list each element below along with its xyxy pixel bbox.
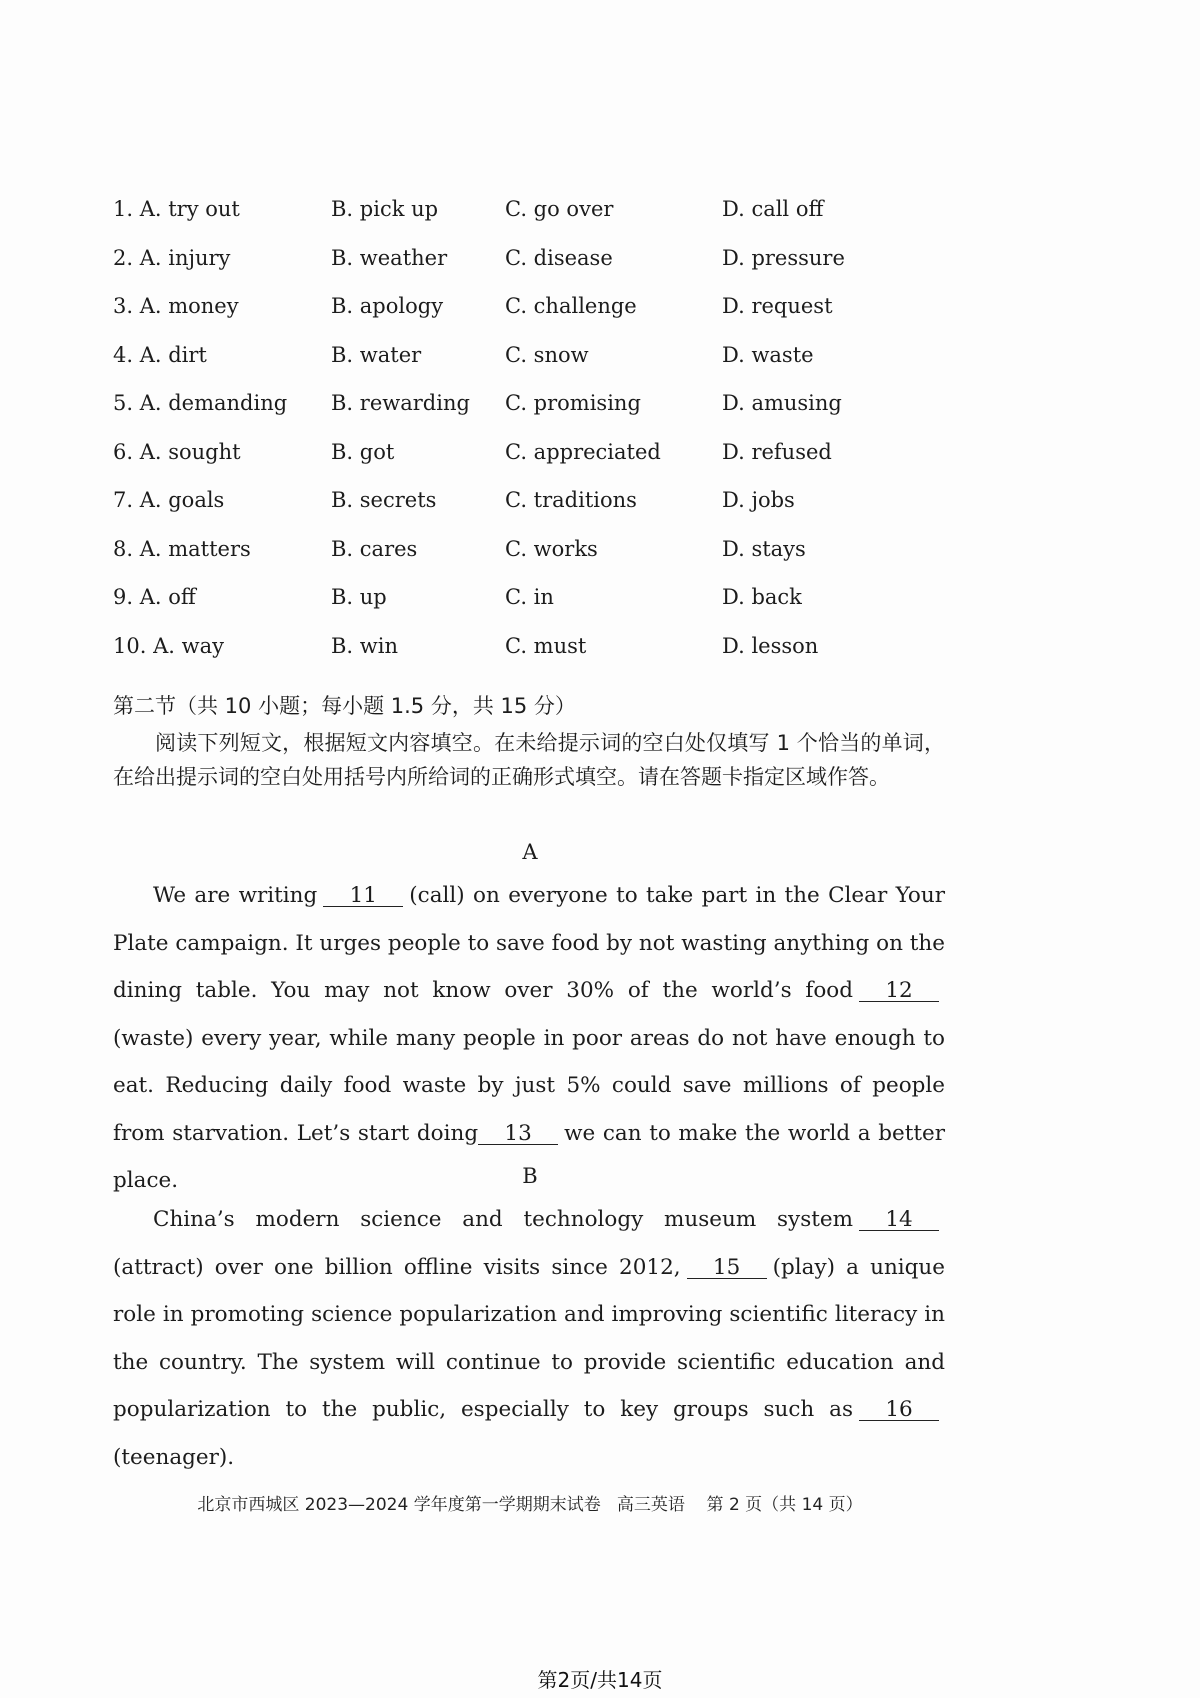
- blank-11: 11: [323, 886, 403, 907]
- option-row: [113, 196, 873, 245]
- option-a: 4. A. dirt: [113, 342, 207, 367]
- footer-exam-title: 北京市西城区 2023—2024 学年度第一学期期末试卷: [197, 1495, 601, 1515]
- option-c: C. promising: [505, 391, 641, 415]
- option-c: C. in: [505, 585, 554, 609]
- option-c: C. works: [505, 536, 598, 561]
- option-d: D. stays: [722, 536, 806, 561]
- passage-text: (attract) over one billion offline visits since 2012,: [113, 1254, 681, 1280]
- option-d: D. back: [722, 585, 802, 609]
- option-c: C. must: [505, 633, 587, 658]
- page-footer: [0, 1490, 1060, 1515]
- option-d: D. request: [722, 294, 833, 318]
- option-c: C. disease: [505, 245, 613, 270]
- option-b: B. weather: [331, 245, 448, 270]
- passage-text: (teenager).: [113, 1444, 235, 1470]
- blank-14: 14: [859, 1210, 939, 1231]
- page-number: 第2页/共14页: [537, 1668, 663, 1692]
- passage-text: we can to make the world a better place.: [113, 1120, 946, 1193]
- option-d: D. refused: [722, 439, 832, 464]
- option-b: B. rewarding: [331, 391, 470, 415]
- passage-b-heading: B: [522, 1164, 538, 1188]
- option-row: [113, 584, 873, 633]
- option-a: 10. A. way: [113, 633, 224, 658]
- option-row: [113, 390, 873, 439]
- option-b: B. win: [331, 633, 398, 658]
- footer-subject: 高三英语: [616, 1495, 685, 1515]
- option-a: 1. A. try out: [113, 197, 240, 221]
- passage-text: China’s modern science and technology museum system: [153, 1207, 853, 1232]
- passage-b: [113, 1196, 945, 1481]
- option-a: 5. A. demanding: [113, 391, 288, 415]
- passage-text: (waste) every year, while many people in poor areas do not have enough to eat. Reducing daily food waste by just 5% could save millions of people from starvation. Let’s start doing: [113, 1025, 945, 1146]
- option-b: B. up: [331, 585, 387, 609]
- option-row: [113, 536, 873, 585]
- blank-15: 15: [687, 1258, 767, 1279]
- passage-a-heading: A: [522, 840, 538, 864]
- blank-12: 12: [859, 981, 939, 1002]
- option-a: 2. A. injury: [113, 245, 231, 270]
- passage-text: (play) a unique role in promoting science popularization and improving scientific literacy in the country. The system will continue to provide scientific education and popularization to the public, especially to key groups such as: [113, 1254, 945, 1422]
- passage-text: We are writing: [153, 883, 318, 908]
- section-title: 第二节（共 10 小题；每小题 1.5 分，共 15 分）: [113, 694, 576, 718]
- option-b: B. cares: [331, 536, 418, 561]
- option-c: C. snow: [505, 342, 589, 367]
- option-c: C. traditions: [505, 488, 637, 512]
- option-row: [113, 633, 873, 682]
- blank-13: 13: [478, 1124, 558, 1145]
- option-d: D. jobs: [722, 488, 795, 512]
- option-a: 7. A. goals: [113, 488, 225, 512]
- options-table: [113, 196, 873, 681]
- option-row: [113, 487, 873, 536]
- option-row: [113, 245, 873, 294]
- option-a: 6. A. sought: [113, 439, 241, 464]
- option-row: [113, 439, 873, 488]
- option-d: D. call off: [722, 197, 824, 221]
- option-c: C. appreciated: [505, 439, 661, 464]
- option-a: 8. A. matters: [113, 536, 251, 561]
- option-a: 3. A. money: [113, 294, 239, 318]
- option-d: D. amusing: [722, 391, 842, 415]
- option-c: C. challenge: [505, 294, 637, 318]
- passage-a: [113, 872, 945, 1205]
- option-a: 9. A. off: [113, 585, 196, 609]
- option-b: B. apology: [331, 294, 444, 318]
- option-b: B. pick up: [331, 197, 439, 221]
- footer-page: 第 2 页（共 14 页）: [706, 1495, 863, 1515]
- option-d: D. pressure: [722, 245, 845, 270]
- section-instructions: 阅读下列短文，根据短文内容填空。在未给提示词的空白处仅填写 1 个恰当的单词，在给出提示词的空白处用括号内所给词的正确形式填空。请在答题卡指定区域作答。: [113, 731, 945, 789]
- option-row: [113, 293, 873, 342]
- option-b: B. secrets: [331, 488, 437, 512]
- option-b: B. water: [331, 342, 422, 367]
- option-d: D. lesson: [722, 633, 819, 658]
- option-d: D. waste: [722, 342, 814, 367]
- blank-16: 16: [859, 1400, 939, 1421]
- passage-text: (call) on everyone to take part in the Clear Your Plate campaign. It urges people to save food by not wasting anything on the dining table. You may not know over 30% of the world’s food: [113, 883, 945, 1003]
- option-b: B. got: [331, 439, 395, 464]
- option-row: [113, 342, 873, 391]
- option-c: C. go over: [505, 197, 614, 221]
